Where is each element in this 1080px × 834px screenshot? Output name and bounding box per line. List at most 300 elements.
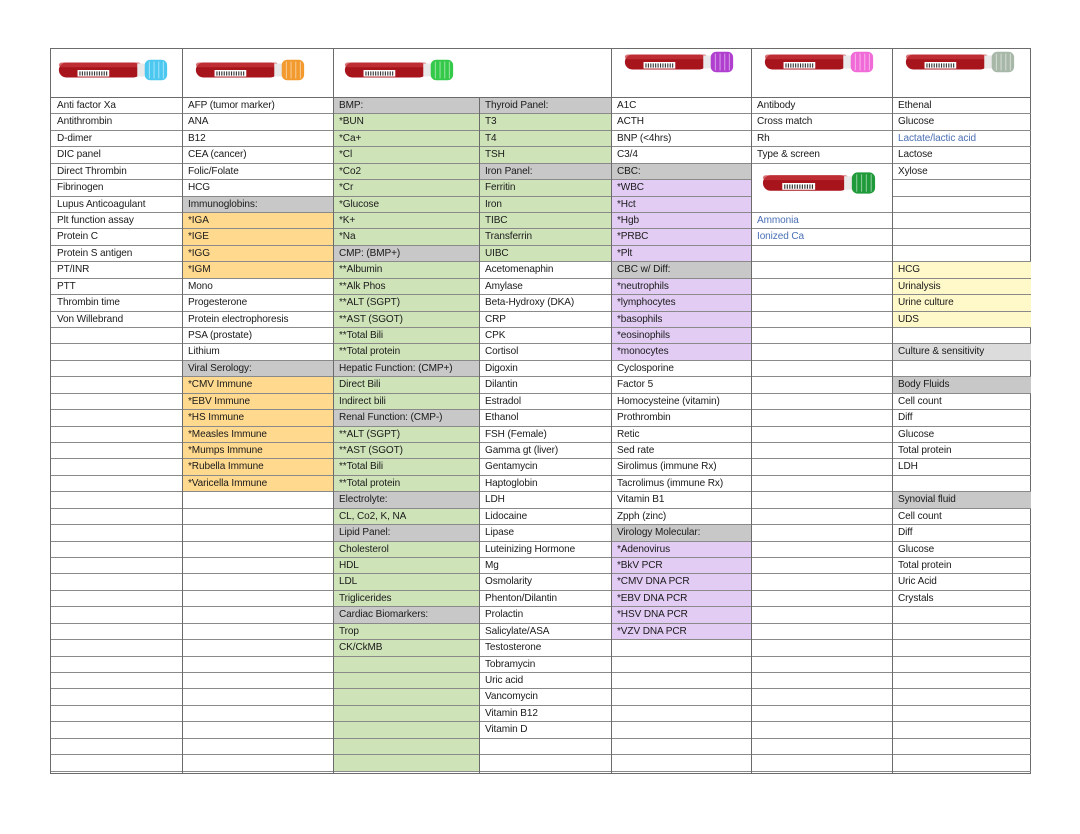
test-cell: Viral Serology: [182, 361, 333, 377]
test-cell: CL, Co2, K, NA [333, 509, 479, 525]
test-cell: Fibrinogen [51, 180, 182, 196]
empty-cell [51, 706, 182, 722]
test-cell: Estradol [479, 394, 611, 410]
blood-tube-icon [343, 57, 455, 88]
test-cell: Ferritin [479, 180, 611, 196]
test-cell: UIBC [479, 246, 611, 262]
test-cell: Thyroid Panel: [479, 98, 611, 114]
empty-cell [892, 213, 1031, 229]
test-cell: *neutrophils [611, 279, 751, 295]
empty-cell [892, 722, 1031, 738]
test-cell: Protein electrophoresis [182, 312, 333, 328]
empty-cell [751, 525, 892, 541]
test-cell: Total protein [892, 443, 1031, 459]
empty-cell [51, 427, 182, 443]
test-cell: Folic/Folate [182, 164, 333, 180]
test-cell: *Hgb [611, 213, 751, 229]
test-cell: C3/4 [611, 147, 751, 163]
test-cell: Uric Acid [892, 574, 1031, 590]
test-cell: Transferrin [479, 229, 611, 245]
empty-cell [51, 459, 182, 475]
empty-cell [751, 591, 892, 607]
test-cell: Sirolimus (immune Rx) [611, 459, 751, 475]
test-cell: *IGA [182, 213, 333, 229]
empty-cell [182, 657, 333, 673]
test-cell: Retic [611, 427, 751, 443]
test-cell: Vancomycin [479, 689, 611, 705]
empty-cell [51, 394, 182, 410]
empty-cell [51, 361, 182, 377]
empty-cell [751, 558, 892, 574]
test-cell: Amylase [479, 279, 611, 295]
empty-cell [611, 689, 751, 705]
test-cell: LDL [333, 574, 479, 590]
empty-cell [182, 640, 333, 656]
empty-cell [333, 673, 479, 689]
test-cell: CBC w/ Diff: [611, 262, 751, 278]
test-cell: Zpph (zinc) [611, 509, 751, 525]
test-cell: Beta-Hydroxy (DKA) [479, 295, 611, 311]
test-cell: Mg [479, 558, 611, 574]
empty-cell [892, 361, 1031, 377]
test-cell: Thrombin time [51, 295, 182, 311]
test-cell: *HSV DNA PCR [611, 607, 751, 623]
test-cell: Osmolarity [479, 574, 611, 590]
test-cell: ANA [182, 114, 333, 130]
empty-cell [751, 459, 892, 475]
test-cell: **Albumin [333, 262, 479, 278]
test-cell: HCG [182, 180, 333, 196]
empty-cell [751, 476, 892, 492]
test-cell: Cortisol [479, 344, 611, 360]
tube-header-cell [751, 49, 892, 97]
test-cell: Glucose [892, 542, 1031, 558]
test-cell: PSA (prostate) [182, 328, 333, 344]
test-cell: Sed rate [611, 443, 751, 459]
empty-cell [51, 443, 182, 459]
empty-cell [892, 229, 1031, 245]
test-cell: **Total Bili [333, 459, 479, 475]
tube-header-cell [333, 49, 611, 97]
empty-cell [751, 640, 892, 656]
test-cell: Lactate/lactic acid [892, 131, 1031, 147]
empty-cell [51, 640, 182, 656]
empty-cell [751, 197, 892, 213]
empty-cell [751, 344, 892, 360]
test-cell: Dilantin [479, 377, 611, 393]
test-cell: Type & screen [751, 147, 892, 163]
test-cell: DIC panel [51, 147, 182, 163]
empty-cell [182, 542, 333, 558]
test-cell: Lupus Anticoagulant [51, 197, 182, 213]
test-cell: *BkV PCR [611, 558, 751, 574]
test-cell: LDH [892, 459, 1031, 475]
test-cell: *Co2 [333, 164, 479, 180]
test-cell: *HS Immune [182, 410, 333, 426]
empty-cell [51, 657, 182, 673]
empty-cell [751, 673, 892, 689]
empty-cell [182, 591, 333, 607]
test-cell: FSH (Female) [479, 427, 611, 443]
empty-cell [892, 706, 1031, 722]
test-cell: PT/INR [51, 262, 182, 278]
test-cell: Tacrolimus (immune Rx) [611, 476, 751, 492]
empty-cell [751, 361, 892, 377]
empty-cell [892, 246, 1031, 262]
empty-cell [751, 722, 892, 738]
test-cell: Renal Function: (CMP-) [333, 410, 479, 426]
test-cell: Tobramycin [479, 657, 611, 673]
empty-cell [751, 394, 892, 410]
test-cell: *VZV DNA PCR [611, 624, 751, 640]
test-cell: Gamma gt (liver) [479, 443, 611, 459]
empty-cell [751, 312, 892, 328]
test-cell: HCG [892, 262, 1031, 278]
test-cell: *Rubella Immune [182, 459, 333, 475]
test-cell: BNP (<4hrs) [611, 131, 751, 147]
empty-cell [333, 722, 479, 738]
empty-cell [333, 739, 479, 755]
empty-cell [182, 722, 333, 738]
empty-cell [182, 755, 333, 771]
empty-cell [751, 542, 892, 558]
test-cell: Crystals [892, 591, 1031, 607]
test-cell: **AST (SGOT) [333, 312, 479, 328]
empty-cell [611, 739, 751, 755]
blood-tube-icon [194, 57, 306, 88]
test-cell: ACTH [611, 114, 751, 130]
test-cell: Antibody [751, 98, 892, 114]
test-cell: T3 [479, 114, 611, 130]
empty-cell [751, 574, 892, 590]
empty-cell [51, 722, 182, 738]
test-cell: *Hct [611, 197, 751, 213]
test-cell: Cholesterol [333, 542, 479, 558]
empty-cell [751, 706, 892, 722]
test-cell: Progesterone [182, 295, 333, 311]
empty-cell [892, 328, 1031, 344]
test-cell: Antithrombin [51, 114, 182, 130]
empty-cell [611, 640, 751, 656]
empty-cell [182, 607, 333, 623]
empty-cell [51, 591, 182, 607]
test-cell: Diff [892, 410, 1031, 426]
test-cell: Cross match [751, 114, 892, 130]
column-divider [333, 49, 334, 773]
test-cell: Direct Bili [333, 377, 479, 393]
empty-cell [182, 739, 333, 755]
test-cell: Electrolyte: [333, 492, 479, 508]
blood-tube-icon [57, 57, 169, 88]
test-cell: Ethenal [892, 98, 1031, 114]
empty-cell [892, 624, 1031, 640]
test-cell: *monocytes [611, 344, 751, 360]
empty-cell [611, 755, 751, 771]
empty-cell [751, 279, 892, 295]
empty-cell [751, 328, 892, 344]
empty-cell [333, 657, 479, 673]
test-cell: TSH [479, 147, 611, 163]
test-cell: Lidocaine [479, 509, 611, 525]
test-cell: A1C [611, 98, 751, 114]
test-cell: *IGE [182, 229, 333, 245]
test-cell: TIBC [479, 213, 611, 229]
empty-cell [892, 673, 1031, 689]
test-cell: Trop [333, 624, 479, 640]
empty-cell [51, 328, 182, 344]
empty-cell [51, 377, 182, 393]
test-cell: Uric acid [479, 673, 611, 689]
empty-cell [751, 180, 892, 196]
test-cell: CBC: [611, 164, 751, 180]
test-cell: Immunoglobins: [182, 197, 333, 213]
test-cell: *CMV DNA PCR [611, 574, 751, 590]
empty-cell [182, 624, 333, 640]
column-divider [892, 49, 893, 773]
empty-cell [892, 607, 1031, 623]
empty-cell [182, 673, 333, 689]
blood-tube-icon [763, 49, 875, 80]
test-cell: Protein C [51, 229, 182, 245]
test-cell: Ethanol [479, 410, 611, 426]
empty-cell [751, 755, 892, 771]
test-cell: Cardiac Biomarkers: [333, 607, 479, 623]
test-cell: Lipase [479, 525, 611, 541]
test-cell: *lymphocytes [611, 295, 751, 311]
column-divider [182, 49, 183, 773]
empty-cell [333, 689, 479, 705]
test-cell: **ALT (SGPT) [333, 427, 479, 443]
empty-cell [182, 706, 333, 722]
test-cell: Rh [751, 131, 892, 147]
test-cell: CK/CkMB [333, 640, 479, 656]
test-cell: Ammonia [751, 213, 892, 229]
empty-cell [51, 509, 182, 525]
empty-cell [751, 509, 892, 525]
test-cell: Vitamin B12 [479, 706, 611, 722]
test-cell: **Alk Phos [333, 279, 479, 295]
test-cell: *Mumps Immune [182, 443, 333, 459]
test-cell: D-dimer [51, 131, 182, 147]
empty-cell [51, 410, 182, 426]
column-divider [479, 98, 480, 773]
test-cell: *WBC [611, 180, 751, 196]
test-cell: Ionized Ca [751, 229, 892, 245]
test-cell: **ALT (SGPT) [333, 295, 479, 311]
tube-header-row [51, 49, 1030, 98]
test-cell: Cyclosporine [611, 361, 751, 377]
test-cell: **AST (SGOT) [333, 443, 479, 459]
empty-cell [51, 624, 182, 640]
test-cell: *K+ [333, 213, 479, 229]
test-cell: Diff [892, 525, 1031, 541]
empty-cell [182, 509, 333, 525]
empty-cell [333, 755, 479, 771]
empty-cell [51, 673, 182, 689]
test-cell: *EBV Immune [182, 394, 333, 410]
test-cell: *IGG [182, 246, 333, 262]
empty-cell [333, 706, 479, 722]
empty-cell [182, 492, 333, 508]
column-divider [751, 49, 752, 773]
empty-cell [611, 722, 751, 738]
test-cell: Von Willebrand [51, 312, 182, 328]
empty-cell [751, 689, 892, 705]
test-cell: Urinalysis [892, 279, 1031, 295]
test-cell: *Ca+ [333, 131, 479, 147]
test-cell: Lactose [892, 147, 1031, 163]
empty-cell [751, 295, 892, 311]
test-cell: Cell count [892, 509, 1031, 525]
empty-cell [611, 673, 751, 689]
test-cell: Body Fluids [892, 377, 1031, 393]
test-cell: Iron [479, 197, 611, 213]
empty-cell [751, 377, 892, 393]
empty-cell [51, 689, 182, 705]
empty-cell [751, 739, 892, 755]
test-cell: Culture & sensitivity [892, 344, 1031, 360]
empty-cell [751, 410, 892, 426]
test-cell: *Adenovirus [611, 542, 751, 558]
test-cell: Testosterone [479, 640, 611, 656]
test-cell: Prolactin [479, 607, 611, 623]
test-cell: T4 [479, 131, 611, 147]
test-cell: Xylose [892, 164, 1031, 180]
empty-cell [892, 657, 1031, 673]
test-cell: Mono [182, 279, 333, 295]
tube-header-cell [892, 49, 1031, 97]
test-cell: Salicylate/ASA [479, 624, 611, 640]
test-cell: CRP [479, 312, 611, 328]
test-cell: CMP: (BMP+) [333, 246, 479, 262]
column-divider [611, 49, 612, 773]
empty-cell [182, 558, 333, 574]
tube-header-cell [51, 49, 182, 97]
test-cell: Glucose [892, 114, 1031, 130]
empty-cell [479, 739, 611, 755]
blood-tube-icon [623, 49, 735, 80]
test-cell: Gentamycin [479, 459, 611, 475]
test-cell: *Cl [333, 147, 479, 163]
test-cell: Vitamin D [479, 722, 611, 738]
test-cell: B12 [182, 131, 333, 147]
test-cell: Triglicerides [333, 591, 479, 607]
test-cell: Indirect bili [333, 394, 479, 410]
test-cell: BMP: [333, 98, 479, 114]
tube-header-cell [182, 49, 333, 97]
test-cell: *BUN [333, 114, 479, 130]
empty-cell [892, 739, 1031, 755]
empty-cell [611, 706, 751, 722]
test-cell: Lipid Panel: [333, 525, 479, 541]
test-cell: Haptoglobin [479, 476, 611, 492]
test-cell: Plt function assay [51, 213, 182, 229]
blood-tube-icon [904, 49, 1016, 80]
test-cell: *Cr [333, 180, 479, 196]
test-cell: Hepatic Function: (CMP+) [333, 361, 479, 377]
test-cell: *basophils [611, 312, 751, 328]
empty-cell [51, 739, 182, 755]
test-cell: *Plt [611, 246, 751, 262]
empty-cell [892, 755, 1031, 771]
empty-cell [51, 607, 182, 623]
test-cell: *PRBC [611, 229, 751, 245]
empty-cell [51, 558, 182, 574]
empty-cell [182, 689, 333, 705]
test-cell: Synovial fluid [892, 492, 1031, 508]
empty-cell [751, 607, 892, 623]
test-cell: *eosinophils [611, 328, 751, 344]
test-cell: PTT [51, 279, 182, 295]
test-cell: Vitamin B1 [611, 492, 751, 508]
test-cell: **Total Bili [333, 328, 479, 344]
test-cell: *CMV Immune [182, 377, 333, 393]
test-cell: Digoxin [479, 361, 611, 377]
empty-cell [182, 574, 333, 590]
test-cell: Virology Molecular: [611, 525, 751, 541]
empty-cell [892, 689, 1031, 705]
test-cell: AFP (tumor marker) [182, 98, 333, 114]
test-cell: HDL [333, 558, 479, 574]
empty-cell [751, 492, 892, 508]
empty-cell [51, 574, 182, 590]
empty-cell [751, 443, 892, 459]
empty-cell [182, 525, 333, 541]
empty-cell [751, 624, 892, 640]
empty-cell [479, 755, 611, 771]
test-cell: Direct Thrombin [51, 164, 182, 180]
test-cell: Protein S antigen [51, 246, 182, 262]
empty-cell [892, 180, 1031, 196]
empty-cell [892, 476, 1031, 492]
test-cell: LDH [479, 492, 611, 508]
empty-cell [892, 640, 1031, 656]
test-cell: CEA (cancer) [182, 147, 333, 163]
test-cell: Prothrombin [611, 410, 751, 426]
tube-header-cell [611, 49, 751, 97]
test-cell: UDS [892, 312, 1031, 328]
empty-cell [51, 344, 182, 360]
lab-test-sheet [50, 48, 1031, 774]
empty-cell [892, 197, 1031, 213]
test-cell: Anti factor Xa [51, 98, 182, 114]
empty-cell [751, 246, 892, 262]
empty-cell [51, 492, 182, 508]
test-cell: *Glucose [333, 197, 479, 213]
test-cell: Acetomenaphin [479, 262, 611, 278]
test-cell: Cell count [892, 394, 1031, 410]
test-cell: Luteinizing Hormone [479, 542, 611, 558]
test-cell: *EBV DNA PCR [611, 591, 751, 607]
empty-cell [51, 476, 182, 492]
test-cell: Phenton/Dilantin [479, 591, 611, 607]
empty-cell [51, 542, 182, 558]
test-cell: Factor 5 [611, 377, 751, 393]
test-cell: Iron Panel: [479, 164, 611, 180]
empty-cell [51, 755, 182, 771]
empty-cell [611, 657, 751, 673]
test-cell: Glucose [892, 427, 1031, 443]
test-cell: Total protein [892, 558, 1031, 574]
test-cell: *Varicella Immune [182, 476, 333, 492]
empty-cell [51, 525, 182, 541]
test-cell: *IGM [182, 262, 333, 278]
test-cell: Homocysteine (vitamin) [611, 394, 751, 410]
empty-cell [751, 427, 892, 443]
empty-cell [751, 262, 892, 278]
test-cell: **Total protein [333, 476, 479, 492]
test-cell: **Total protein [333, 344, 479, 360]
